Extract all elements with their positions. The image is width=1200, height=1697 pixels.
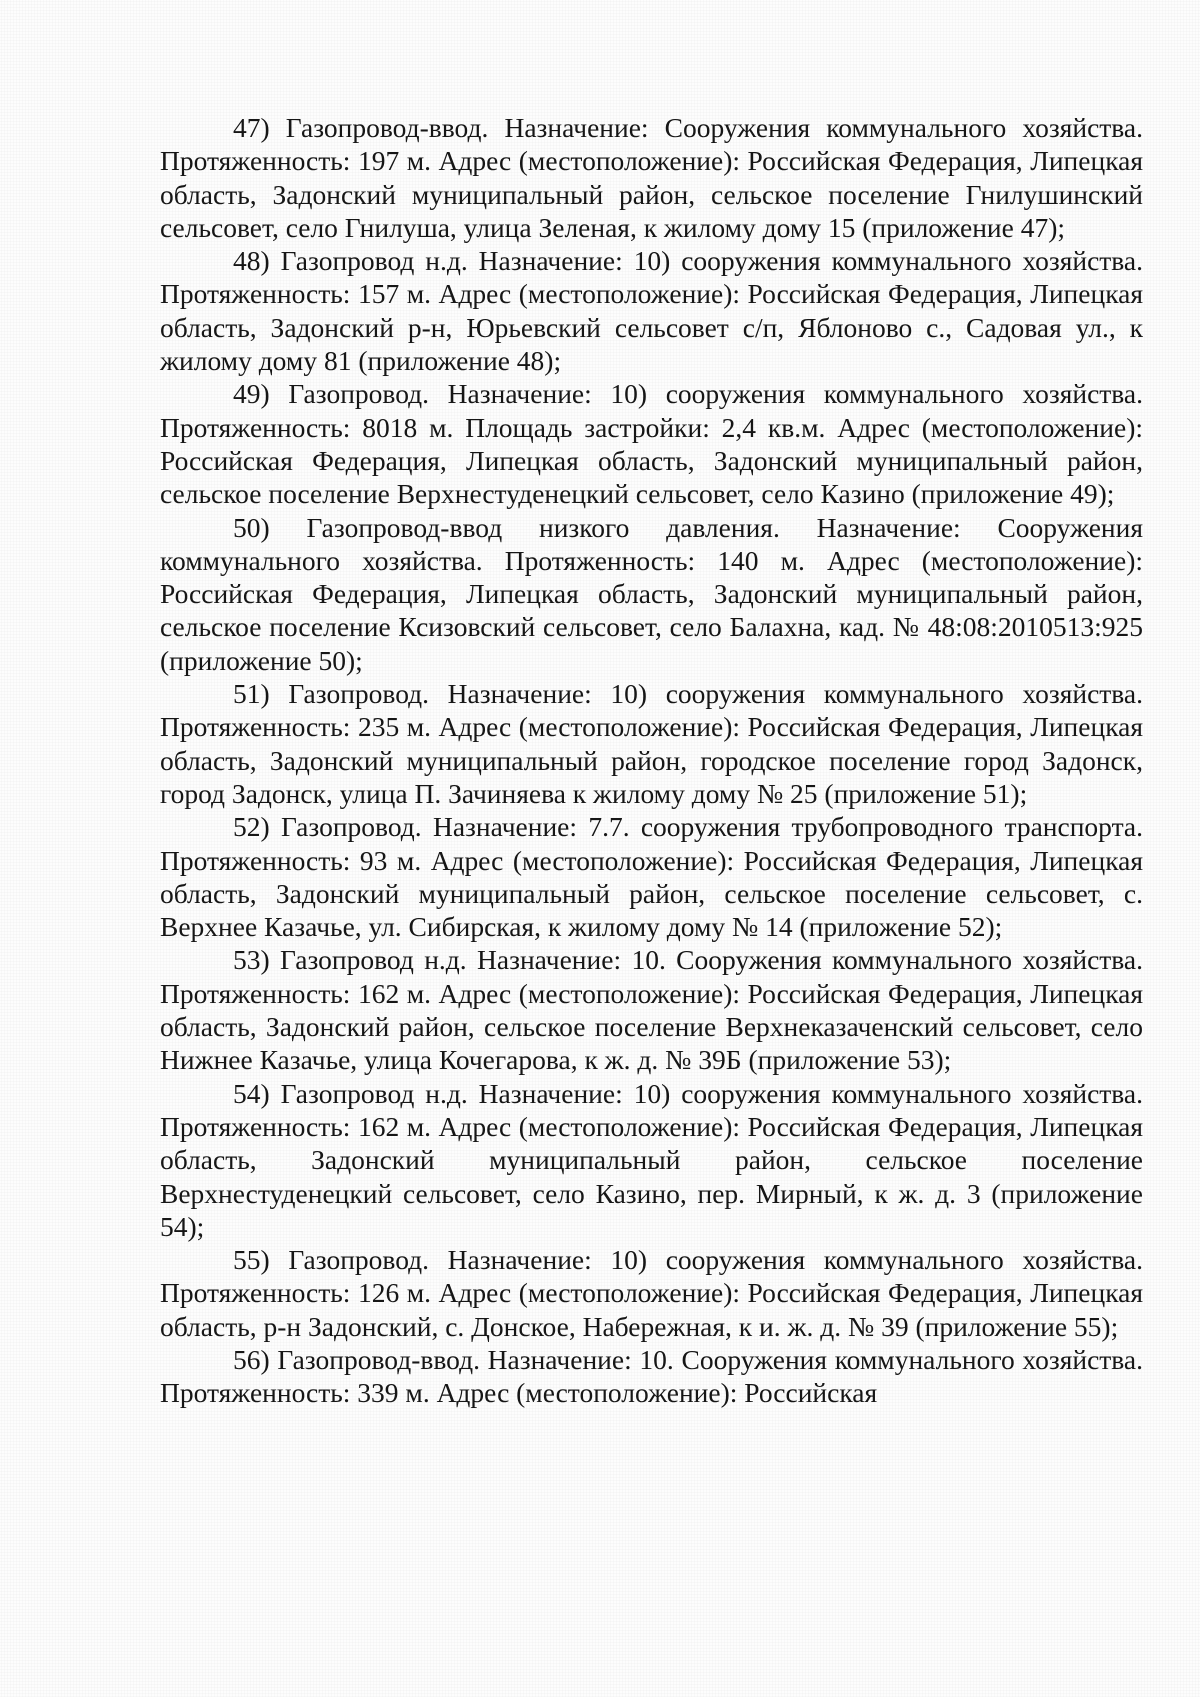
item-number: 53) (233, 944, 270, 976)
item-number: 47) (233, 112, 270, 143)
list-item (160, 244, 1143, 377)
list-item (160, 111, 1143, 244)
item-number: 49) (233, 378, 270, 410)
item-number: 51) (233, 678, 270, 710)
item-text: Газопровод. Назначение: 10) сооружения коммунального хозяйства. Протяженность: 126 м. Адрес (местоположение): Российская Федерация, Липецкая область, р-н Задонский, с. Донское, Набережная, к и. ж. д. № 39 (приложение 55); (160, 1244, 1144, 1342)
item-text: Газопровод-ввод. Назначение: Сооружения коммунального хозяйства. Протяженность: 197 м. Адрес (местоположение): Российская Федерация, Липецкая область, Задонский муниципальный район, сельское поселение Гнилушинский сельсовет, село Гнилуша, улица Зеленая, к жилому дому 15 (приложение 47); (160, 112, 1143, 243)
list-item (160, 810, 1143, 943)
item-text: Газопровод н.д. Назначение: 10. Сооружения коммунального хозяйства. Протяженность: 162 м. Адрес (местоположение): Российская Федерация, Липецкая область, Задонский район, сельское поселение Верхнеказаченский сельсовет, село Нижнее Казачье, улица Кочегарова, к ж. д. № 39Б (приложение 53); (160, 944, 1144, 1076)
item-text: Газопровод-ввод низкого давления. Назначение: Сооружения коммунального хозяйства. Протяженность: 140 м. Адрес (местоположение): Российская Федерация, Липецкая область, Задонский муниципальный район, сельское поселение Ксизовский сельсовет, село Балахна, кад. № 48:08:2010513:925 (приложение 50); (160, 511, 1143, 676)
item-text: Газопровод-ввод. Назначение: 10. Сооружения коммунального хозяйства. Протяженность: 339 м. Адрес (местоположение): Российская (160, 1343, 1144, 1409)
item-number: 50) (233, 511, 270, 543)
list-item (160, 943, 1143, 1076)
item-text: Газопровод н.д. Назначение: 10) сооружения коммунального хозяйства. Протяженность: 162 м. Адрес (местоположение): Российская Федерация, Липецкая область, Задонский муниципальный район, сельское поселение Верхнестуденецкий сельсовет, село Казино, пер. Мирный, к ж. д. 3 (приложение 54); (160, 1077, 1143, 1242)
item-text: Газопровод. Назначение: 10) сооружения коммунального хозяйства. Протяженность: 8018 м. Площадь застройки: 2,4 кв.м. Адрес (местоположение): Российская Федерация, Липецкая область, Задонский муниципальный район, сельское поселение Верхнестуденецкий сельсовет, село Казино (приложение 49); (160, 378, 1144, 510)
item-text: Газопровод. Назначение: 10) сооружения коммунального хозяйства. Протяженность: 235 м. Адрес (местоположение): Российская Федерация, Липецкая область, Задонский муниципальный район, городское поселение город Задонск, город Задонск, улица П. Зачиняева к жилому дому № 25 (приложение 51); (160, 678, 1144, 809)
item-number: 54) (233, 1077, 270, 1109)
list-item (160, 1243, 1143, 1343)
item-number: 48) (233, 245, 270, 277)
item-number: 55) (233, 1244, 270, 1276)
list-item (160, 1343, 1143, 1410)
list-item (160, 511, 1143, 677)
item-number: 52) (233, 811, 270, 843)
item-number: 56) (233, 1343, 270, 1375)
list-item (160, 377, 1143, 510)
list-item (160, 677, 1143, 810)
item-text: Газопровод. Назначение: 7.7. сооружения трубопроводного транспорта. Протяженность: 93 м. Адрес (местоположение): Российская Федерация, Липецкая область, Задонский муниципальный район, сельское поселение сельсовет, с. Верхнее Казачье, ул. Сибирская, к жилому дому № 14 (приложение 52); (160, 811, 1143, 943)
list-item (160, 1077, 1143, 1243)
item-text: Газопровод н.д. Назначение: 10) сооружения коммунального хозяйства. Протяженность: 157 м. Адрес (местоположение): Российская Федерация, Липецкая область, Задонский р-н, Юрьевский сельсовет с/п, Яблоново с., Садовая ул., к жилому дому 81 (приложение 48); (160, 245, 1143, 377)
document-body (160, 111, 1143, 1410)
